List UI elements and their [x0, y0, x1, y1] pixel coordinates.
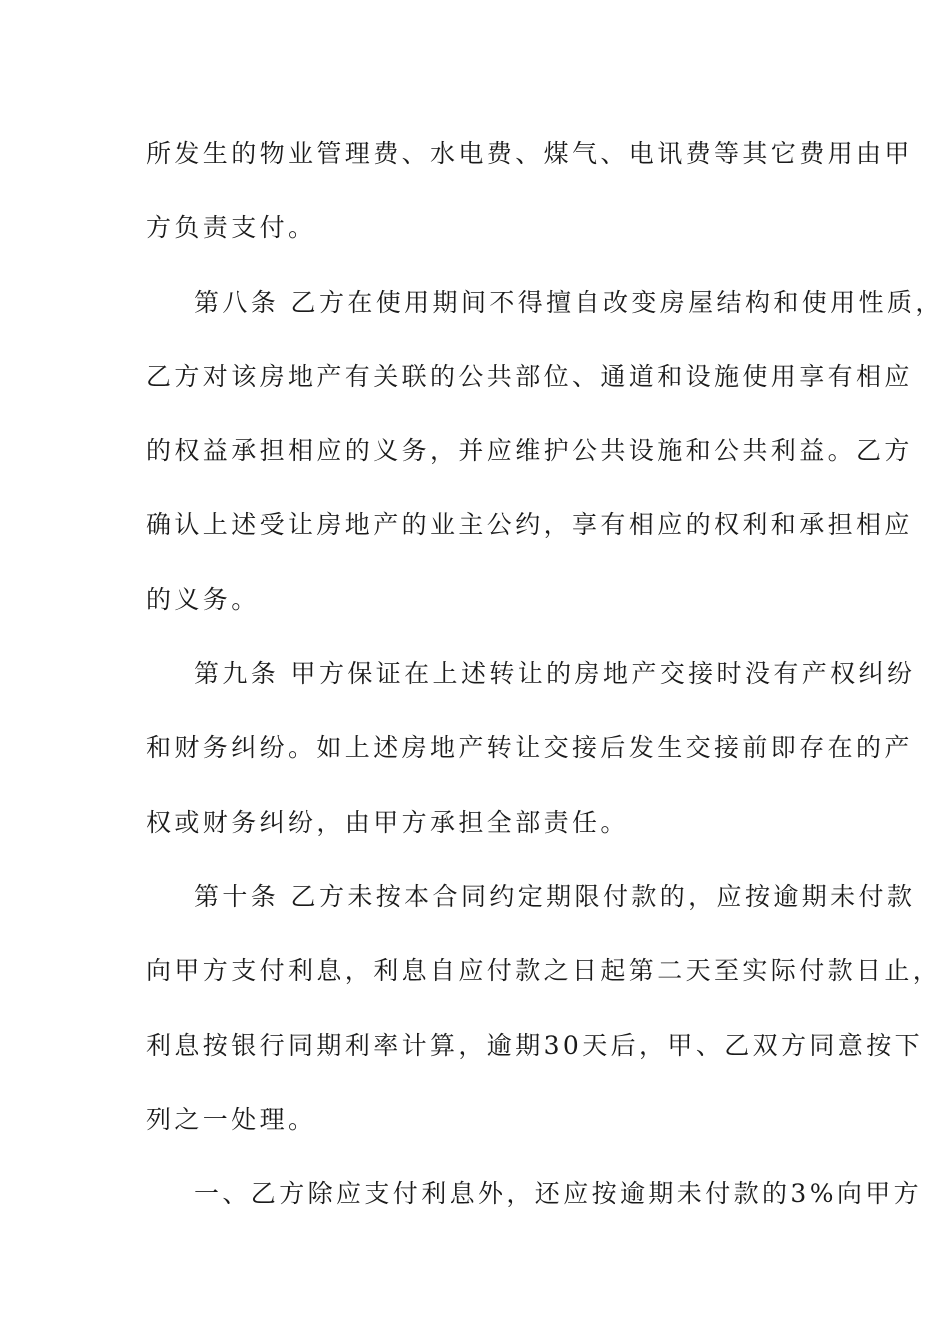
text-line: 的权益承担相应的义务，并应维护公共设施和公共利益。乙方	[146, 436, 913, 466]
text-line: 乙方对该房地产有关联的公共部位、通道和设施使用享有相应	[146, 361, 913, 391]
text-line: 所发生的物业管理费、水电费、煤气、电讯费等其它费用由甲	[146, 139, 913, 168]
text-line: 和财务纠纷。如上述房地产转让交接后发生交接前即存在的产	[146, 733, 913, 763]
article-10-line: 第十条 乙方未按本合同约定期限付款的，应按逾期未付款	[194, 881, 916, 911]
contract-text-body	[146, 130, 944, 1244]
article-9-line: 第九条 甲方保证在上述转让的房地产交接时没有产权纠纷	[194, 659, 916, 689]
text-line: 向甲方支付利息，利息自应付款之日起第二天至实际付款日止，	[146, 956, 942, 986]
text-line: 确认上述受让房地产的业主公约，享有相应的权利和承担相应	[146, 510, 913, 540]
text-line: 方负责支付。	[146, 213, 317, 243]
text-line: 权或财务纠纷，由甲方承担全部责任。	[146, 807, 629, 837]
article-8-line: 第八条 乙方在使用期间不得擅自改变房屋结构和使用性质，	[194, 287, 944, 317]
clause-1-line: 一、乙方除应支付利息外，还应按逾期未付款的3%向甲方	[194, 1179, 923, 1209]
text-line: 列之一处理。	[146, 1104, 317, 1134]
text-line: 的义务。	[146, 584, 260, 614]
text-line: 利息按银行同期利率计算，逾期30天后，甲、乙双方同意按下	[146, 1030, 924, 1060]
